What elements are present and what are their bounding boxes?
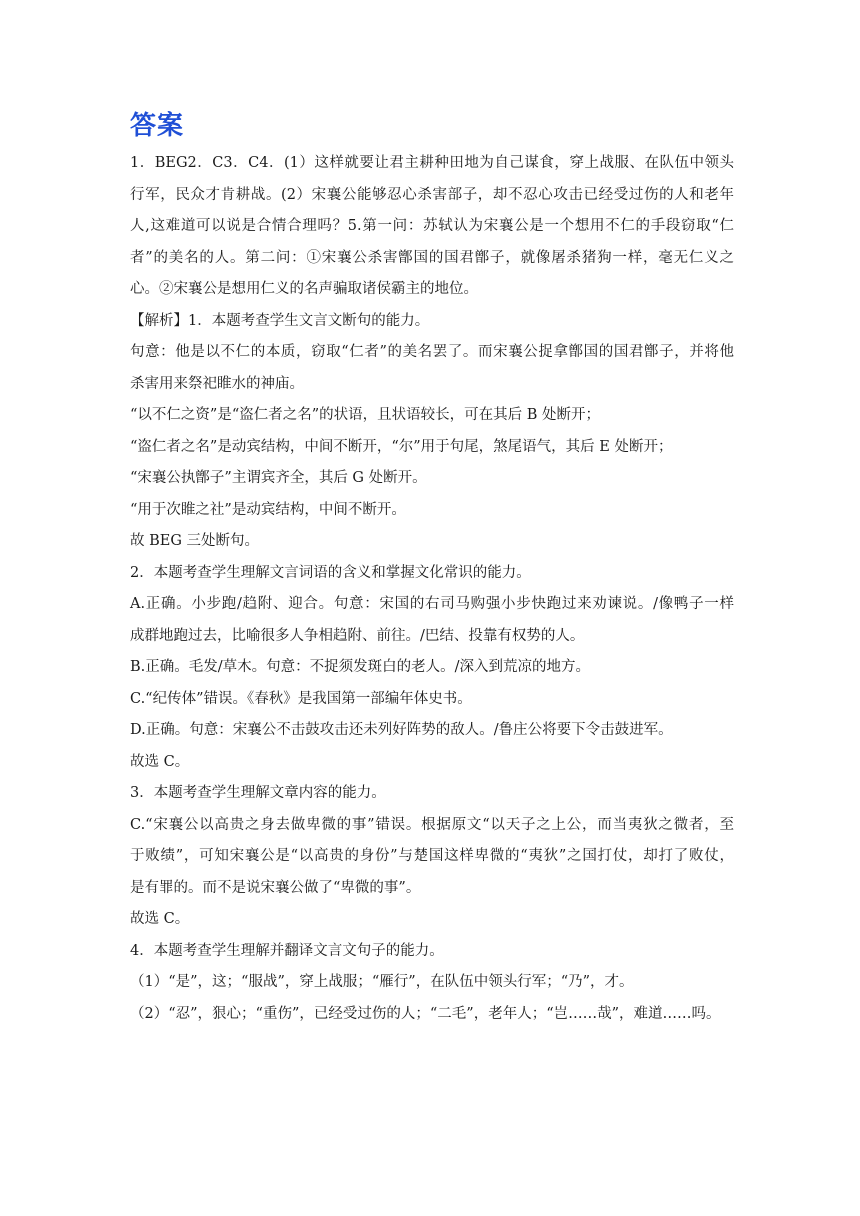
text-line: 【解析】1．本题考查学生文言文断句的能力。: [130, 312, 430, 329]
paragraph: [130, 558, 734, 590]
text-line: （1）“是”，这；“服战”，穿上战服；“雁行”，在队伍中领头行军；“乃”，才。: [130, 974, 634, 990]
text-line: 1．BEG2．C3．C4．(1）这样就要让君主耕种田地为自己谋食，穿上战服、在队伍中领头: [130, 155, 734, 171]
paragraph: [130, 684, 734, 716]
text-line: 行军，民众才肯耕战。(2）宋襄公能够忍心杀害部子，却不忍心攻击已经受过伤的人和老年: [130, 186, 734, 203]
text-line: “用于次睢之社”是动宾结构，中间不断开。: [130, 501, 406, 518]
text-line: “以不仁之资”是“盗仁者之名”的状语，且状语较长，可在其后 B 处断开；: [130, 407, 601, 423]
text-line: A.正确。小步跑/趋附、迎合。句意：宋国的右司马购强小步快跑过来劝谏说。/像鸭子一样: [130, 596, 734, 612]
text-line: 故选 C。: [130, 911, 190, 927]
text-line: C.“宋襄公以高贵之身去做卑微的事”错误。根据原文“以天子之上公，而当夷狄之微者，至: [130, 816, 735, 833]
paragraph: [130, 810, 734, 905]
text-line: 心。②宋襄公是想用仁义的名声骗取诸侯霸主的地位。: [130, 281, 478, 297]
text-line: 是有罪的。而不是说宋襄公做了“卑微的事”。: [130, 879, 421, 896]
text-line: 杀害用来祭祀睢水的神庙。: [130, 375, 304, 392]
paragraph: [130, 652, 734, 684]
paragraph: [130, 337, 734, 400]
paragraph: [130, 306, 734, 338]
text-line: 3．本题考查学生理解文章内容的能力。: [130, 785, 386, 801]
paragraph: [130, 778, 734, 810]
text-line: 2．本题考查学生理解文言词语的含义和掌握文化常识的能力。: [130, 564, 531, 581]
text-line: C.“纪传体”错误。《春秋》是我国第一部编年体史书。: [130, 690, 472, 707]
paragraph: [130, 747, 734, 779]
text-line: “盗仁者之名”是动宾结构，中间不断开，“尔”用于句尾，煞尾语气，其后 E 处断开；: [130, 438, 673, 455]
paragraph: [130, 432, 734, 464]
text-line: 故选 C。: [130, 753, 190, 770]
text-line: 者”的美名的人。第二问：①宋襄公杀害鄫国的国君鄫子，就像屠杀猪狗一样，毫无仁义之: [130, 249, 734, 266]
paragraph: [130, 589, 734, 652]
paragraph: [130, 463, 734, 495]
paragraph: [130, 936, 734, 968]
paragraph: [130, 495, 734, 527]
text-line: （2）“忍”，狠心；“重伤”，已经受过伤的人；“二毛”，老年人；“岂……哉”，难道……吗。: [130, 1005, 721, 1022]
paragraph: [130, 967, 734, 999]
answer-title: 答案: [130, 111, 185, 141]
paragraph: [130, 526, 734, 558]
paragraph: [130, 148, 734, 306]
text-line: 故 BEG 三处断句。: [130, 533, 260, 549]
text-line: 于败绩”，可知宋襄公是“以高贵的身份”与楚国这样卑微的“夷狄”之国打仗，却打了败仗，: [130, 848, 734, 864]
text-line: 4．本题考查学生理解并翻译文言文句子的能力。: [130, 942, 444, 959]
text-line: B.正确。毛发/草木。句意：不捉须发斑白的老人。/深入到荒凉的地方。: [130, 659, 591, 675]
text-line: 人,这难道可以说是合情合理吗？5.第一问：苏轼认为宋襄公是一个想用不仁的手段窃取“仁: [130, 218, 734, 234]
text-line: 句意：他是以不仁的本质，窃取“仁者”的美名罢了。而宋襄公捉拿鄫国的国君鄫子，并将他: [130, 344, 734, 360]
answer-section: [130, 108, 734, 1030]
paragraph: [130, 904, 734, 936]
text-line: D.正确。句意：宋襄公不击鼓攻击还未列好阵势的敌人。/鲁庄公将要下令击鼓进军。: [130, 722, 673, 738]
paragraph: [130, 715, 734, 747]
text-line: “宋襄公执鄫子”主谓宾齐全，其后 G 处断开。: [130, 470, 427, 486]
text-line: 成群地跑过去，比喻很多人争相趋附、前往。/巴结、投靠有权势的人。: [130, 627, 585, 644]
paragraph: [130, 400, 734, 432]
paragraph: [130, 999, 734, 1031]
answer-body: [130, 148, 734, 1030]
